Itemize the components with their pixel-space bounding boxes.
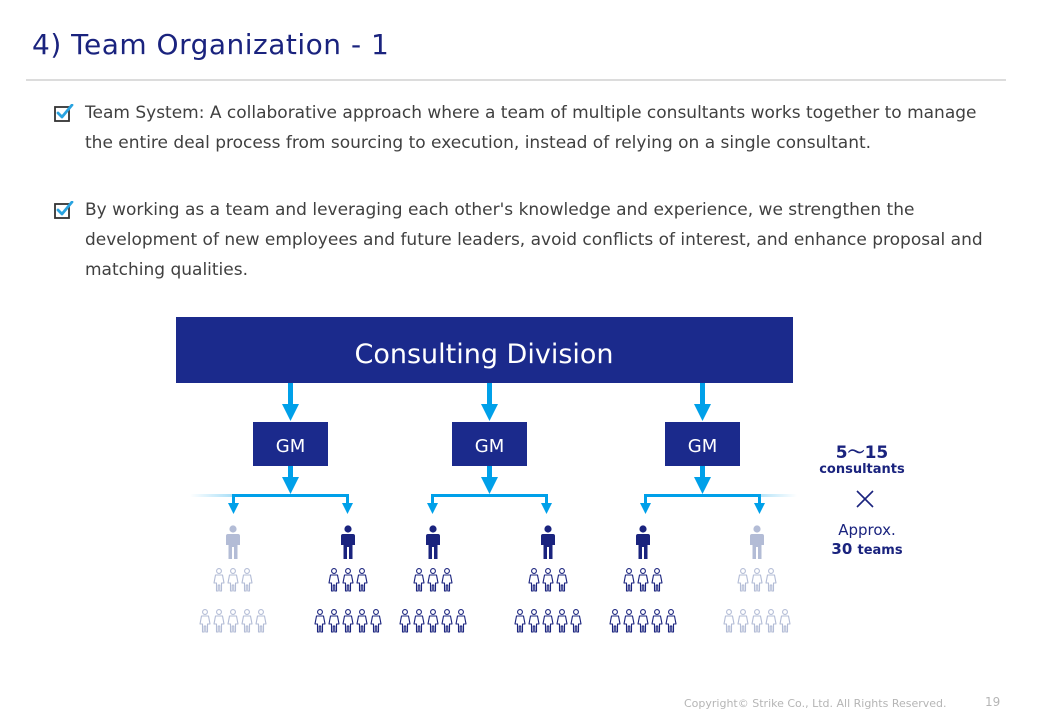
- member-person-icon: [228, 610, 238, 632]
- member-person-icon: [666, 610, 676, 632]
- member-person-icon: [543, 569, 553, 591]
- gm-label-3: GM: [687, 436, 718, 457]
- leader-person-icon: [750, 525, 764, 559]
- member-person-icon: [214, 569, 224, 591]
- member-person-icon: [357, 610, 367, 632]
- member-person-icon: [343, 610, 353, 632]
- member-person-icon: [624, 569, 634, 591]
- member-person-icon: [200, 610, 210, 632]
- member-person-icon: [315, 610, 325, 632]
- member-person-icon: [724, 610, 734, 632]
- team-groups: [200, 525, 790, 632]
- member-person-icon: [214, 610, 224, 632]
- member-person-icon: [442, 610, 452, 632]
- member-person-icon: [652, 569, 662, 591]
- team-size-number: 5～15: [835, 443, 889, 463]
- member-person-icon: [610, 610, 620, 632]
- member-person-icon: [256, 610, 266, 632]
- member-person-icon: [571, 610, 581, 632]
- page-number: 19: [985, 695, 1001, 709]
- member-person-icon: [752, 610, 762, 632]
- member-person-icon: [543, 610, 553, 632]
- division-to-gm-arrows: [282, 383, 711, 421]
- gm-label-1: GM: [275, 436, 306, 457]
- team-group: [515, 525, 581, 632]
- member-person-icon: [638, 610, 648, 632]
- member-person-icon: [529, 610, 539, 632]
- member-person-icon: [442, 569, 452, 591]
- member-person-icon: [371, 610, 381, 632]
- member-person-icon: [557, 569, 567, 591]
- gm-to-team-connectors: [190, 466, 797, 514]
- teams-count: [812, 540, 922, 558]
- team-group: [400, 525, 466, 632]
- page-title: 4) Team Organization - 1: [32, 28, 390, 61]
- arrow-head: [694, 404, 711, 421]
- team-group: [200, 525, 266, 632]
- member-person-icon: [780, 610, 790, 632]
- member-person-icon: [752, 569, 762, 591]
- team-group: [610, 525, 676, 632]
- member-person-icon: [400, 610, 410, 632]
- division-box: [176, 317, 793, 383]
- leader-person-icon: [541, 525, 555, 559]
- division-label: Consulting Division: [354, 339, 614, 370]
- member-person-icon: [766, 569, 776, 591]
- team-size-unit: consultants: [819, 462, 905, 477]
- member-person-icon: [456, 610, 466, 632]
- team-group: [724, 525, 790, 632]
- member-person-icon: [414, 610, 424, 632]
- member-person-icon: [515, 610, 525, 632]
- gm-boxes: [253, 422, 740, 466]
- member-person-icon: [738, 610, 748, 632]
- member-person-icon: [624, 610, 634, 632]
- copyright-text: Copyright© Strike Co., Ltd. All Rights Reserved.: [684, 697, 947, 710]
- member-person-icon: [357, 569, 367, 591]
- arrow-head: [481, 404, 498, 421]
- bullet-text-2: By working as a team and leveraging each other's knowledge and experience, we strengthen the development of new employees and future leaders, avoid conflicts of interest, and enhance proposal and matching qualities.: [85, 200, 983, 280]
- arrow-head: [282, 404, 299, 421]
- member-person-icon: [738, 569, 748, 591]
- team-group: [315, 525, 381, 632]
- member-person-icon: [428, 610, 438, 632]
- gm-label-2: GM: [474, 436, 505, 457]
- member-person-icon: [343, 569, 353, 591]
- teams-number: 30: [831, 540, 853, 558]
- member-person-icon: [557, 610, 567, 632]
- member-person-icon: [529, 569, 539, 591]
- member-person-icon: [329, 569, 339, 591]
- member-person-icon: [242, 610, 252, 632]
- teams-unit: teams: [857, 543, 903, 558]
- member-person-icon: [638, 569, 648, 591]
- bullet-text-1: Team System: A collaborative approach where a team of multiple consultants works together to manage the entire deal process from sourcing to execution, instead of relying on a single consultant.: [85, 103, 977, 153]
- leader-person-icon: [426, 525, 440, 559]
- member-person-icon: [228, 569, 238, 591]
- leader-person-icon: [341, 525, 355, 559]
- member-person-icon: [414, 569, 424, 591]
- member-person-icon: [428, 569, 438, 591]
- member-person-icon: [329, 610, 339, 632]
- teams-prefix: Approx.: [838, 521, 896, 539]
- member-person-icon: [242, 569, 252, 591]
- leader-person-icon: [636, 525, 650, 559]
- fade-line-left: [190, 494, 235, 497]
- leader-person-icon: [226, 525, 240, 559]
- member-person-icon: [766, 610, 776, 632]
- member-person-icon: [652, 610, 662, 632]
- multiply-icon: [857, 491, 873, 507]
